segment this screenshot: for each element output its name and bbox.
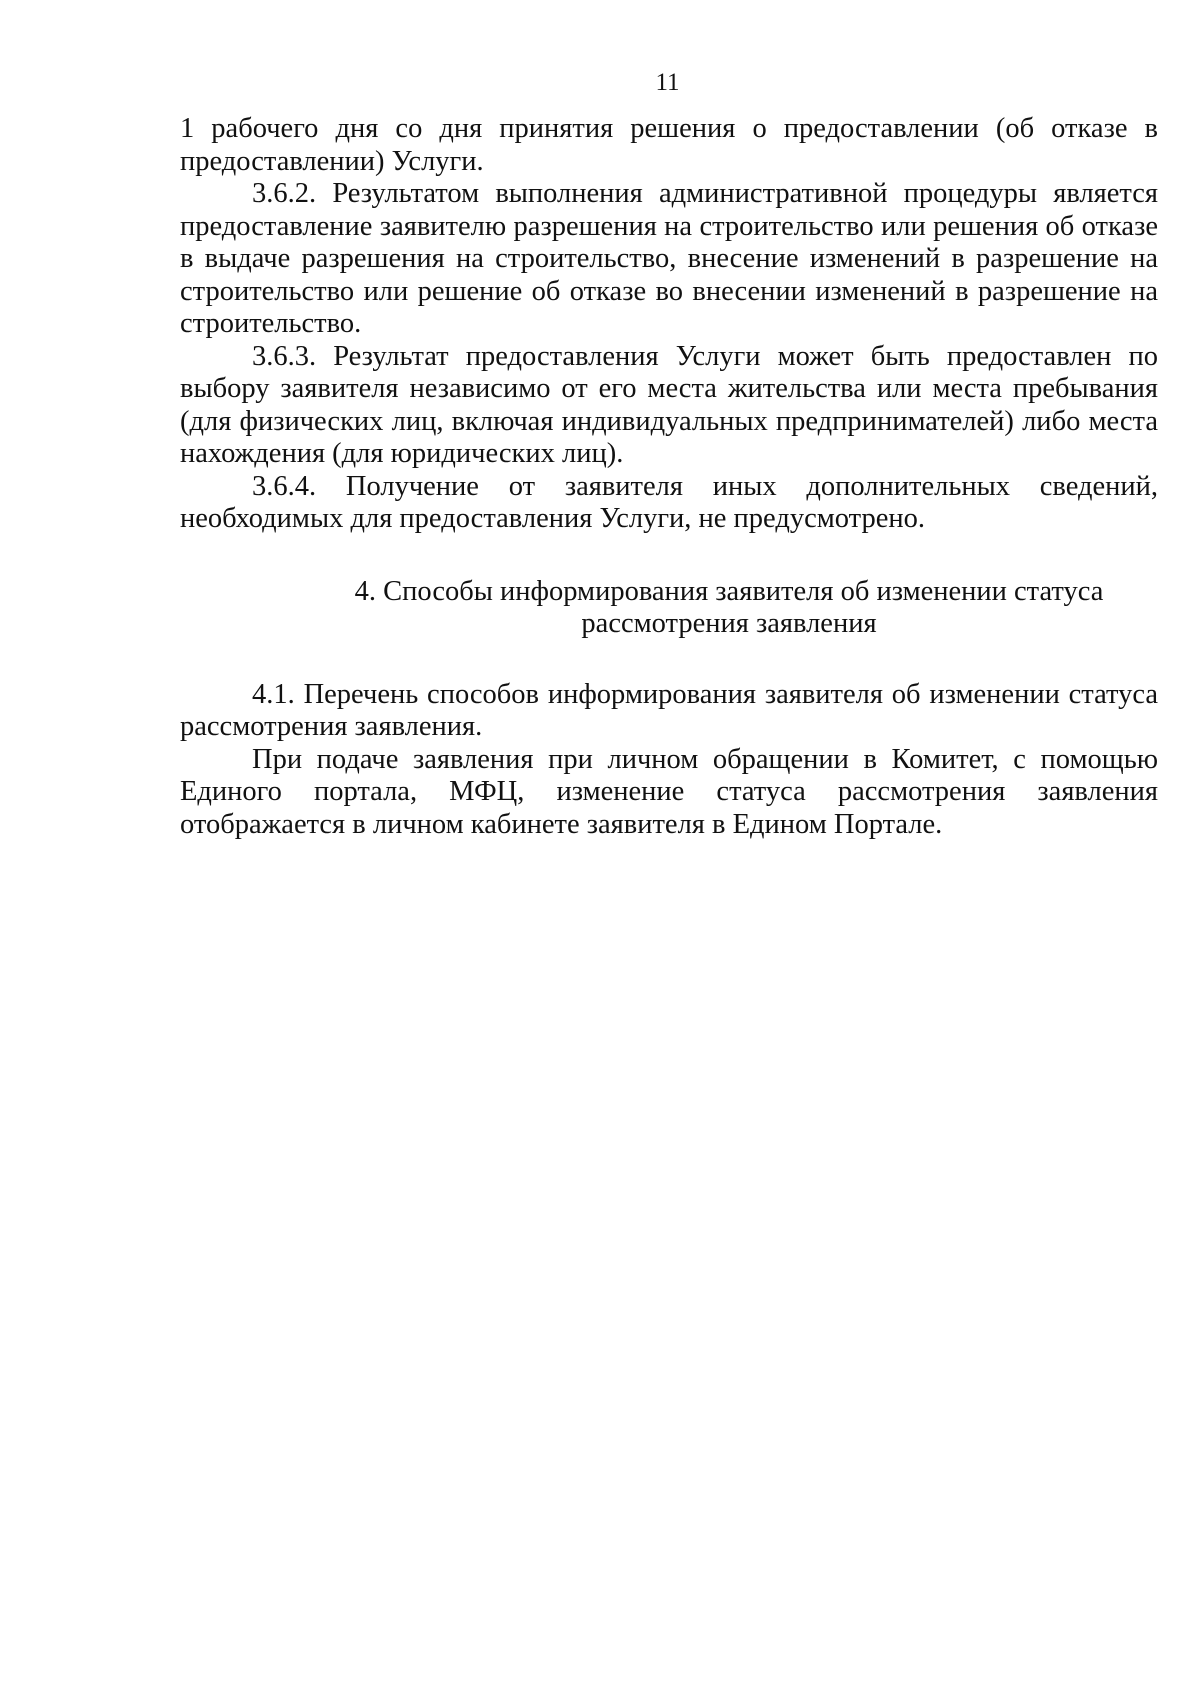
section-heading-line-1: 4. Способы информирования заявителя об изменении статуса <box>354 575 1104 607</box>
paragraph-3-6-4: 3.6.4. Получение от заявителя иных дополнительных сведений, необходимых для предоставления Услуги, не предусмотрено. <box>180 470 1158 534</box>
section-heading-line-2: рассмотрения заявления <box>581 608 877 639</box>
paragraph-3-6-3: 3.6.3. Результат предоставления Услуги может быть предоставлен по выбору заявителя независимо от его места жительства или места пребывания (для физических лиц, включая индивидуальных предпринимателей) либо места нахождения (для юридических лиц). <box>180 340 1158 469</box>
paragraph-4-1-details: При подаче заявления при личном обращении в Комитет, с помощью Единого портала, МФЦ, изменение статуса рассмотрения заявления отображается в личном кабинете заявителя в Едином Портале. <box>180 743 1158 840</box>
document-body <box>180 113 1158 841</box>
page-number: 11 <box>655 69 680 96</box>
paragraph-continuation: 1 рабочего дня со дня принятия решения о предоставлении (об отказе в предоставлении) Услуги. <box>180 113 1158 177</box>
section-heading <box>180 576 1158 641</box>
paragraph-3-6-2: 3.6.2. Результатом выполнения административной процедуры является предоставление заявителю разрешения на строительство или решения об отказе в выдаче разрешения на строительство, внесение изменений в разрешение на строительство или решение об отказе во внесении изменений в разрешение на строительство. <box>180 178 1158 339</box>
paragraph-4-1: 4.1. Перечень способов информирования заявителя об изменении статуса рассмотрения заявления. <box>180 678 1158 742</box>
